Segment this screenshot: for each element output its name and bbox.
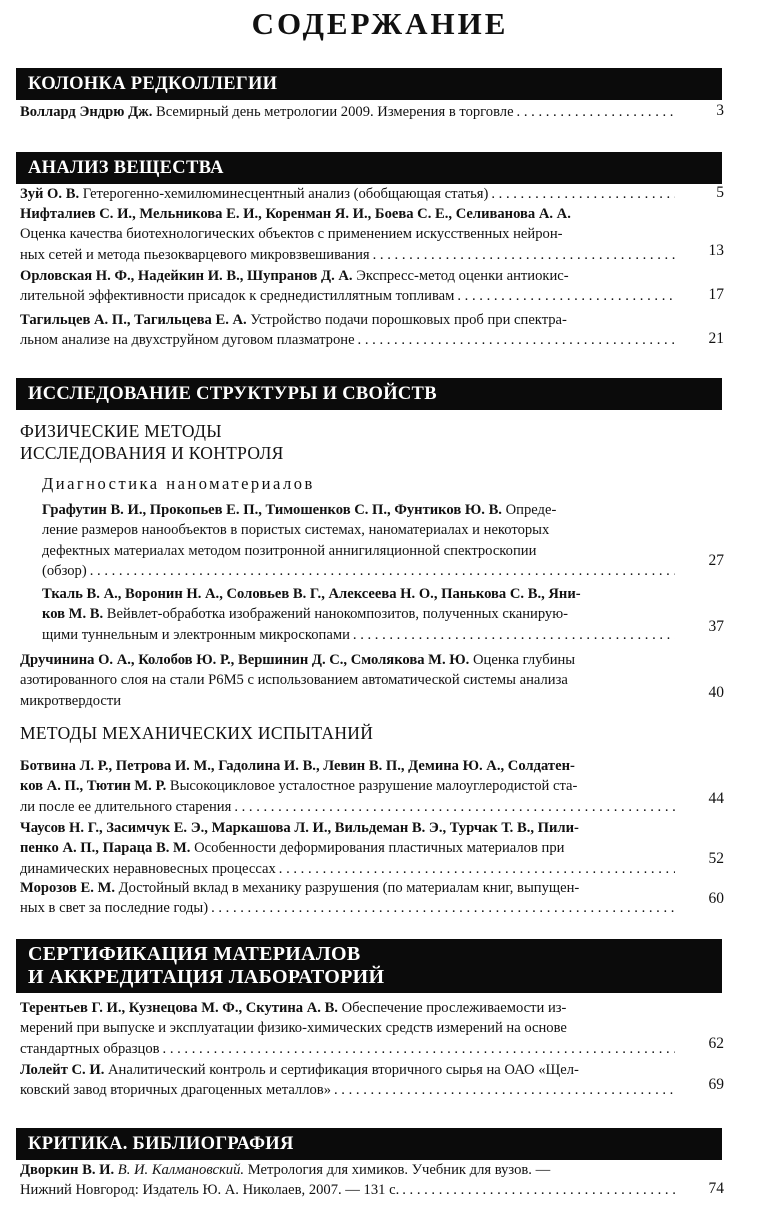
entry-authors: Воллард Эндрю Дж.	[20, 104, 153, 120]
entry-title-line: стандартных образцов	[20, 1040, 160, 1057]
entry-title-line: льном анализе на двухструйном дуговом плазматроне	[20, 332, 355, 349]
page-number[interactable]: 62	[708, 1035, 724, 1052]
page-title: СОДЕРЖАНИЕ	[251, 6, 509, 41]
section-heading-line: СЕРТИФИКАЦИЯ МАТЕРИАЛОВ	[28, 943, 361, 965]
toc-entry[interactable]	[20, 650, 675, 711]
entry-title: Гетерогенно-хемилюминесцентный анализ (обобщающая статья)	[82, 186, 489, 202]
entry-authors: Терентьев Г. И., Кузнецова М. Ф., Скутина А. В.	[20, 1000, 338, 1016]
page-number[interactable]: 60	[708, 890, 724, 907]
entry-authors: Дворкин В. И.	[20, 1162, 115, 1178]
section-header-criticism-bibliography: КРИТИКА. БИБЛИОГРАФИЯ	[16, 1128, 722, 1160]
toc-entry[interactable]	[20, 310, 675, 351]
entry-authors: Ботвина Л. Р., Петрова И. М., Гадолина И. В., Левин В. П., Демина Ю. А., Солдатен-	[20, 758, 575, 774]
toc-entry[interactable]	[20, 1160, 675, 1201]
entry-authors: Морозов Е. М.	[20, 880, 115, 896]
page-number[interactable]: 44	[708, 790, 724, 807]
toc-entry[interactable]	[20, 184, 675, 204]
entry-title-line: Устройство подачи порошковых проб при спектра-	[250, 312, 567, 328]
toc-entry[interactable]	[20, 1060, 675, 1101]
page-number[interactable]: 3	[716, 102, 724, 119]
toc-entry[interactable]	[42, 584, 675, 645]
subsection-heading: МЕТОДЫ МЕХАНИЧЕСКИХ ИСПЫТАНИЙ	[20, 723, 374, 743]
section-header-substance-analysis: АНАЛИЗ ВЕЩЕСТВА	[16, 152, 722, 184]
entry-title-line: Экспресс-метод оценки антиокис-	[356, 268, 569, 284]
entry-title-line: щими туннельным и электронным микроскопами	[42, 626, 350, 643]
entry-title-line: Оценка качества биотехнологических объектов с применением искусственных нейрон-	[20, 226, 563, 243]
entry-authors: Графутин В. И., Прокопьев Е. П., Тимошенков С. П., Фунтиков Ю. В.	[42, 502, 502, 518]
toc-entry[interactable]	[20, 878, 675, 919]
subsubsection-heading: Диагностика наноматериалов	[42, 474, 315, 493]
entry-authors: пенко А. П., Параца В. М.	[20, 840, 191, 857]
entry-title-line: ли после ее длительного старения	[20, 798, 232, 815]
section-header-certification	[16, 939, 722, 993]
entry-title-line: Особенности деформирования пластичных материалов при	[194, 840, 565, 857]
toc-entry[interactable]	[20, 818, 675, 879]
entry-authors: Чаусов Н. Г., Засимчук Е. Э., Маркашова Л. И., Вильдеман В. Э., Турчак Т. В., Пили-	[20, 820, 579, 836]
entry-authors: Орловская Н. Ф., Надейкин И. В., Шупранов Д. А.	[20, 268, 353, 284]
entry-title-line: Опреде-	[505, 502, 557, 518]
entry-title-line: Вейвлет-обработка изображений нанокомпозитов, полученных сканирую-	[106, 606, 568, 623]
page-number[interactable]: 13	[708, 242, 724, 259]
entry-title: Всемирный день метрологии 2009. Измерения в торговле	[156, 104, 514, 120]
entry-title-line: дефектных материалах методом позитронной аннигиляционной спектроскопии	[42, 542, 537, 559]
entry-title-line: ление размеров нанообъектов в пористых системах, наноматериалах и некоторых	[42, 522, 550, 539]
entry-authors: ков М. В.	[42, 606, 104, 623]
entry-authors: Дручинина О. А., Колобов Ю. Р., Вершинин Д. С., Смолякова М. Ю.	[20, 652, 470, 668]
entry-title-line: мерений при выпуске и эксплуатации физико-химических средств измерений на основе	[20, 1020, 567, 1037]
entry-title-line: Метрология для химиков. Учебник для вузов. —	[247, 1162, 551, 1178]
entry-authors: Тагильцев А. П., Тагильцева Е. А.	[20, 312, 247, 328]
entry-authors: Зуй О. В.	[20, 186, 80, 202]
entry-title-line: микротвердости	[20, 692, 122, 709]
page-number[interactable]: 40	[708, 684, 724, 701]
entry-title-line: Нижний Новгород: Издатель Ю. А. Николаев, 2007. — 131 с.	[20, 1182, 400, 1199]
section-header-editorial: КОЛОНКА РЕДКОЛЛЕГИИ	[16, 68, 722, 100]
toc-entry[interactable]	[20, 204, 675, 265]
entry-title-line: Высокоцикловое усталостное разрушение малоуглеродистой ста-	[169, 778, 578, 795]
entry-title-line: ковский завод вторичных драгоценных металлов»	[20, 1082, 331, 1099]
entry-title-line: лительной эффективности присадок к среднедистиллятным топливам	[20, 288, 455, 305]
subsection-heading: ФИЗИЧЕСКИЕ МЕТОДЫ	[20, 421, 222, 441]
entry-title-line: ных сетей и метода пьезокварцевого микровзвешивания	[20, 246, 370, 263]
entry-authors: Лолейт С. И.	[20, 1062, 105, 1078]
page-number[interactable]: 27	[708, 552, 724, 569]
toc-entry[interactable]	[42, 500, 675, 581]
entry-authors: Ткаль В. А., Воронин Н. А., Соловьев В. Г., Алексеева Н. О., Панькова С. В., Яни-	[42, 586, 581, 602]
entry-authors: ков А. П., Тютин М. Р.	[20, 778, 167, 795]
subsection-heading: ИССЛЕДОВАНИЯ И КОНТРОЛЯ	[20, 443, 284, 463]
toc-entry[interactable]	[20, 998, 675, 1059]
page-number[interactable]: 5	[716, 184, 724, 201]
page-number[interactable]: 21	[708, 330, 724, 347]
entry-title-line: Оценка глубины	[473, 652, 576, 668]
page-number[interactable]: 74	[708, 1180, 724, 1197]
page-number[interactable]: 69	[708, 1076, 724, 1093]
page-number[interactable]: 37	[708, 618, 724, 635]
entry-title-line: азотированного слоя на стали Р6М5 с использованием автоматической системы анализа	[20, 672, 568, 689]
section-header-structure-properties: ИССЛЕДОВАНИЕ СТРУКТУРЫ И СВОЙСТВ	[16, 378, 722, 410]
page-number[interactable]: 52	[708, 850, 724, 867]
page-number[interactable]: 17	[708, 286, 724, 303]
toc-entry[interactable]	[20, 756, 675, 817]
section-heading-line: И АККРЕДИТАЦИЯ ЛАБОРАТОРИЙ	[28, 966, 385, 988]
entry-authors: Нифталиев С. И., Мельникова Е. И., Коренман Я. И., Боева С. Е., Селиванова А. А.	[20, 206, 571, 222]
toc-entry[interactable]	[20, 266, 675, 307]
entry-title-line: Обеспечение прослеживаемости из-	[341, 1000, 567, 1016]
entry-title-line: Аналитический контроль и сертификация вторичного сырья на ОАО «Щел-	[108, 1062, 579, 1078]
entry-title-line: динамических неравновесных процессах	[20, 860, 276, 877]
entry-title-line: (обзор)	[42, 562, 87, 579]
toc-entry[interactable]	[20, 102, 675, 122]
entry-title-line: ных в свет за последние годы)	[20, 900, 209, 917]
entry-title-line: Достойный вклад в механику разрушения (по материалам книг, выпущен-	[118, 880, 580, 896]
entry-book-author: В. И. Калмановский.	[117, 1162, 245, 1178]
